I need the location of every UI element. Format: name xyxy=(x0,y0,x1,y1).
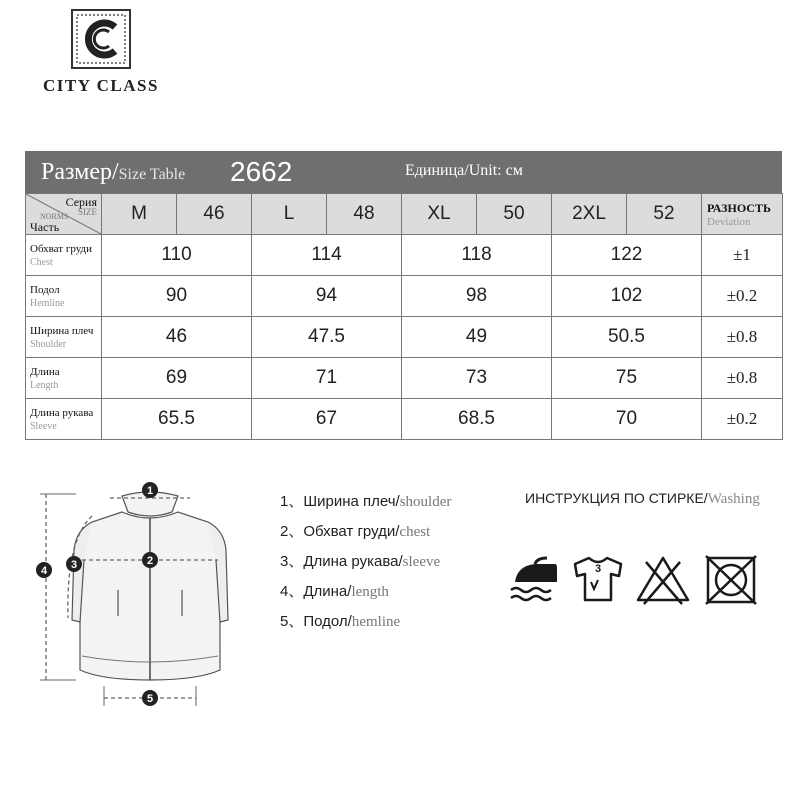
measure-value: 71 xyxy=(252,358,402,399)
series-number: 2662 xyxy=(230,156,293,187)
marker-5 xyxy=(142,690,158,706)
table-row-hemline xyxy=(26,276,783,317)
legend-en: length xyxy=(351,584,389,600)
legend-num: 2、 xyxy=(280,523,304,540)
table-row-sleeve xyxy=(26,399,783,440)
row-label-en: Shoulder xyxy=(30,338,67,350)
measure-value: 94 xyxy=(252,276,402,317)
measure-value: 70 xyxy=(552,399,702,440)
row-label-en: Hemline xyxy=(30,297,65,309)
brand-name: CITY CLASS xyxy=(43,76,159,95)
measure-value: 49 xyxy=(402,317,552,358)
row-label-en: Sleeve xyxy=(30,420,57,432)
row-label xyxy=(26,235,102,276)
row-label-en: Chest xyxy=(30,256,53,268)
unit-label: Единица/Unit: см xyxy=(405,162,523,179)
deviation-header-ru: РАЗНОСТЬ xyxy=(707,200,771,215)
corner-norms-label: NORMS xyxy=(40,212,69,221)
washing-title-ru: ИНСТРУКЦИЯ ПО СТИРКЕ/ xyxy=(525,490,708,506)
size-letter: 2XL xyxy=(552,194,627,235)
measure-value: 73 xyxy=(402,358,552,399)
row-label-ru: Ширина плеч xyxy=(30,324,94,337)
marker-3-label: 3 xyxy=(70,559,78,571)
measure-value: 118 xyxy=(402,235,552,276)
no-bleach-icon xyxy=(632,552,694,607)
corner-part-label: Часть xyxy=(30,220,60,234)
legend-en: hemline xyxy=(351,614,401,630)
size-letter: M xyxy=(102,194,177,235)
legend-ru: Длина/ xyxy=(303,583,352,600)
legend-ru: Подол/ xyxy=(303,613,352,630)
row-label xyxy=(26,399,102,440)
marker-1-label: 1 xyxy=(146,485,154,497)
row-label xyxy=(26,358,102,399)
legend-en: chest xyxy=(399,524,431,540)
no-tumble-dry-icon xyxy=(700,552,762,607)
measure-value: 102 xyxy=(552,276,702,317)
marker-2-label: 2 xyxy=(146,555,154,567)
legend-item xyxy=(280,580,389,601)
row-label xyxy=(26,317,102,358)
legend-num: 5、 xyxy=(280,613,304,630)
wash-30-icon xyxy=(567,552,629,607)
table-title-en: Size Table xyxy=(118,166,186,183)
size-norm: 48 xyxy=(327,194,402,235)
legend-item xyxy=(280,550,440,571)
size-norm: 52 xyxy=(627,194,702,235)
deviation-value: ±0.2 xyxy=(702,276,783,317)
deviation-value: ±1 xyxy=(702,235,783,276)
measure-value: 47.5 xyxy=(252,317,402,358)
legend-item xyxy=(280,610,400,631)
legend-en: sleeve xyxy=(402,554,441,570)
measure-value: 110 xyxy=(102,235,252,276)
deviation-header-en: Deviation xyxy=(707,215,751,228)
row-label-ru: Длина xyxy=(30,365,60,378)
marker-3 xyxy=(66,556,82,572)
legend-num: 4、 xyxy=(280,583,304,600)
jacket-diagram xyxy=(30,470,270,720)
corner-series-label: Серия xyxy=(65,195,97,209)
brand-logo xyxy=(71,9,131,69)
measure-value: 122 xyxy=(552,235,702,276)
marker-4 xyxy=(36,562,52,578)
row-label-ru: Обхват груди xyxy=(30,242,92,255)
size-grid xyxy=(25,193,783,440)
deviation-header xyxy=(702,194,783,235)
washing-title-en: Washing xyxy=(707,491,760,507)
legend-ru: Длина рукава/ xyxy=(303,553,403,570)
table-title-ru: Размер/ xyxy=(41,159,119,185)
marker-1 xyxy=(142,482,158,498)
row-label-ru: Подол xyxy=(30,283,60,296)
legend-num: 1、 xyxy=(280,493,304,510)
deviation-value: ±0.8 xyxy=(702,358,783,399)
size-header-row xyxy=(26,194,783,235)
size-norm: 46 xyxy=(177,194,252,235)
jacket-illustration xyxy=(30,470,270,720)
size-letter: L xyxy=(252,194,327,235)
measure-value: 114 xyxy=(252,235,402,276)
measure-value: 90 xyxy=(102,276,252,317)
measure-value: 68.5 xyxy=(402,399,552,440)
deviation-value: ±0.2 xyxy=(702,399,783,440)
row-label-ru: Длина рукава xyxy=(30,406,94,419)
legend-ru: Обхват груди/ xyxy=(303,523,400,540)
table-row-length xyxy=(26,358,783,399)
legend-ru: Ширина плеч/ xyxy=(303,493,400,510)
measure-value: 98 xyxy=(402,276,552,317)
marker-4-label: 4 xyxy=(40,565,48,577)
measure-value: 67 xyxy=(252,399,402,440)
measure-value: 50.5 xyxy=(552,317,702,358)
measure-value: 65.5 xyxy=(102,399,252,440)
table-row-shoulder xyxy=(26,317,783,358)
table-row-chest xyxy=(26,235,783,276)
legend-item xyxy=(280,520,430,541)
legend-num: 3、 xyxy=(280,553,304,570)
washing-title xyxy=(525,490,760,508)
corner-cell xyxy=(26,194,102,235)
marker-5-label: 5 xyxy=(146,693,154,705)
legend-en: shoulder xyxy=(399,494,452,510)
row-label-en: Length xyxy=(30,379,59,391)
measure-value: 69 xyxy=(102,358,252,399)
row-label xyxy=(26,276,102,317)
deviation-value: ±0.8 xyxy=(702,317,783,358)
measure-value: 46 xyxy=(102,317,252,358)
low-iron-icon xyxy=(505,552,567,607)
size-letter: XL xyxy=(402,194,477,235)
corner-size-label: SIZE xyxy=(78,207,97,217)
marker-2 xyxy=(142,552,158,568)
table-title xyxy=(41,159,185,186)
legend-item xyxy=(280,490,451,511)
size-norm: 50 xyxy=(477,194,552,235)
measure-value: 75 xyxy=(552,358,702,399)
wash-temp: 3 xyxy=(594,563,602,575)
table-header xyxy=(25,151,782,193)
